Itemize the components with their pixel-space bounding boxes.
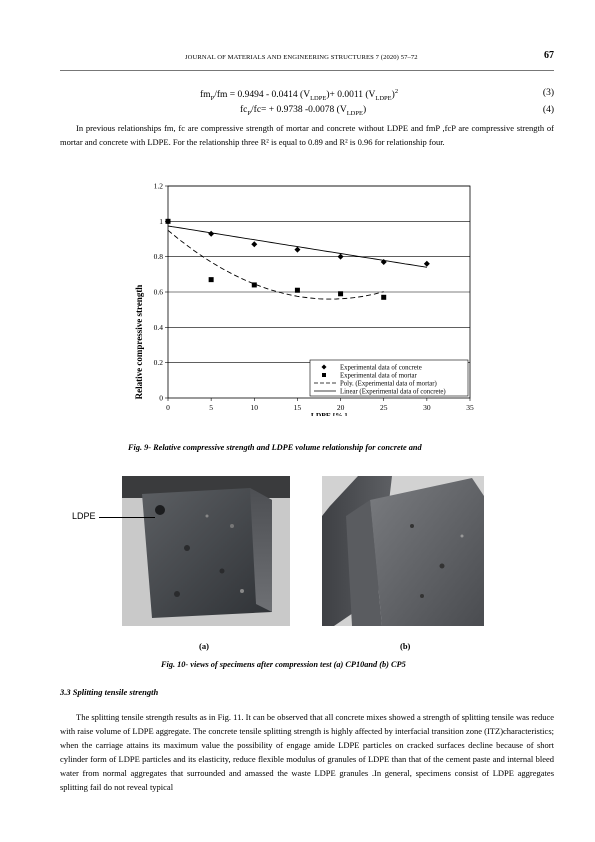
eq3-tail: ) <box>391 90 395 101</box>
ldpe-annotation-label: LDPE <box>72 511 96 521</box>
y-tick-label: 0.6 <box>153 287 163 297</box>
mortar-data-point <box>381 295 386 300</box>
x-tick-label: 30 <box>423 403 431 412</box>
x-tick-label: 20 <box>336 403 345 412</box>
y-tick-label: 0.2 <box>153 358 163 368</box>
y-tick-label: 1.2 <box>153 181 163 191</box>
legend-entry-label: Experimental data of mortar <box>340 372 417 380</box>
y-tick-label: 0.4 <box>153 322 163 332</box>
eq4-mid2: ) <box>362 105 367 115</box>
mortar-data-point <box>166 219 171 224</box>
mortar-poly-fit-line <box>168 230 384 299</box>
x-axis-label: LDPE [% ] <box>310 411 348 416</box>
legend-entry-label: Poly. (Experimental data of mortar) <box>340 380 437 388</box>
legend-entry-label: Linear (Experimental data of concrete) <box>340 388 446 396</box>
x-tick-label: 10 <box>250 403 259 412</box>
mortar-data-point <box>338 291 343 296</box>
eq4-lhs-sub: P <box>247 109 252 117</box>
journal-title: JOURNAL OF MATERIALS AND ENGINEERING STRUCTURES 7 (2020) 57–72 <box>185 54 418 61</box>
concrete-data-point <box>208 231 214 237</box>
equation-4 <box>240 105 366 117</box>
eq3-lhs: fm <box>200 90 211 101</box>
fig9-caption: Fig. 9- Relative compressive strength and LDPE volume relationship for concrete and <box>128 443 422 452</box>
mortar-data-point <box>252 282 257 287</box>
eq3-sub2: LDPE <box>375 95 392 103</box>
equation-4-number: (4) <box>542 105 554 115</box>
y-tick-label: 1 <box>159 216 163 226</box>
mortar-data-point <box>209 277 214 282</box>
concrete-data-point <box>338 254 344 260</box>
x-tick-label: 15 <box>293 403 302 412</box>
y-tick-label: 0.8 <box>153 252 163 262</box>
header-rule <box>60 70 554 71</box>
concrete-data-point <box>294 247 300 253</box>
ldpe-annotation-line <box>99 517 155 518</box>
legend-mortar-marker <box>322 373 326 377</box>
eq3-lhs-sub: P <box>210 95 215 103</box>
specimen-photo-b <box>322 476 484 626</box>
equation-3 <box>200 88 398 102</box>
x-tick-label: 5 <box>209 403 214 412</box>
mortar-data-point <box>295 288 300 293</box>
chart-svg <box>130 176 480 416</box>
paragraph-2-text: The splitting tensile strength results as in Fig. 11. It can be observed that all concrete mixes showed a strength of splitting tensile was reduce with raise volume of LDPE aggregate. The concrete tensile splitting strength is highly affected by interfacial transition zone (ITZ)characteristics; when the carriage attains its maximum value the possibility of engage amide LDPE particles on cracked surfaces decline because of short cylinder form of LDPE particles and its elasticity, reduce flexible modulus of granules of LDPE than that of the cement paste and internal bleed water from normal aggregates that surrounded and amassed the waste LDPE granules .In general, specimens consist of LDPE aggregates splitting fail do not reveal typical <box>60 712 554 792</box>
paragraph-compressive-relationships <box>60 122 554 150</box>
fig9-chart <box>130 176 480 416</box>
eq4-sub1: LDPE <box>346 109 363 117</box>
paragraph-splitting-tensile <box>60 711 554 794</box>
x-tick-label: 25 <box>379 403 388 412</box>
equation-3-number: (3) <box>542 88 554 98</box>
concrete-data-point <box>424 261 430 267</box>
paragraph-1-text: In previous relationships fm, fc are compressive strength of mortar and concrete without LDPE and fmP ,fcP are compressive strength of mortar and concrete with LDPE. For the relationship three R² is equal to 0.89 and R² is 0.96 for relationship four. <box>60 123 554 147</box>
fig10-label-a: (a) <box>199 641 209 651</box>
eq3-mid: /fm = 0.9494 - 0.0414 (V <box>214 90 311 101</box>
eq4-mid: /fc= + 0.9738 -0.0078 (V <box>251 105 347 115</box>
fig10-caption: Fig. 10- views of specimens after compression test (a) CP10and (b) CP5 <box>161 660 406 669</box>
y-axis-label: Relative compressive strength <box>134 284 144 400</box>
page-number: 67 <box>544 50 554 61</box>
legend-entry-label: Experimental data of concrete <box>340 364 422 372</box>
fig10-label-b: (b) <box>400 641 411 651</box>
page-header <box>60 50 554 68</box>
eq3-sup: 2 <box>394 88 399 95</box>
x-tick-label: 35 <box>466 403 474 412</box>
concrete-data-point <box>251 241 257 247</box>
eq3-mid2: )+ 0.0011 (V <box>326 90 376 101</box>
eq3-sub1: LDPE <box>310 95 327 103</box>
eq4-lhs: fc <box>240 105 248 115</box>
section-title: 3.3 Splitting tensile strength <box>60 687 159 697</box>
y-tick-label: 0 <box>159 393 163 403</box>
specimen-photo-a <box>122 476 290 626</box>
x-tick-label: 0 <box>166 403 170 412</box>
